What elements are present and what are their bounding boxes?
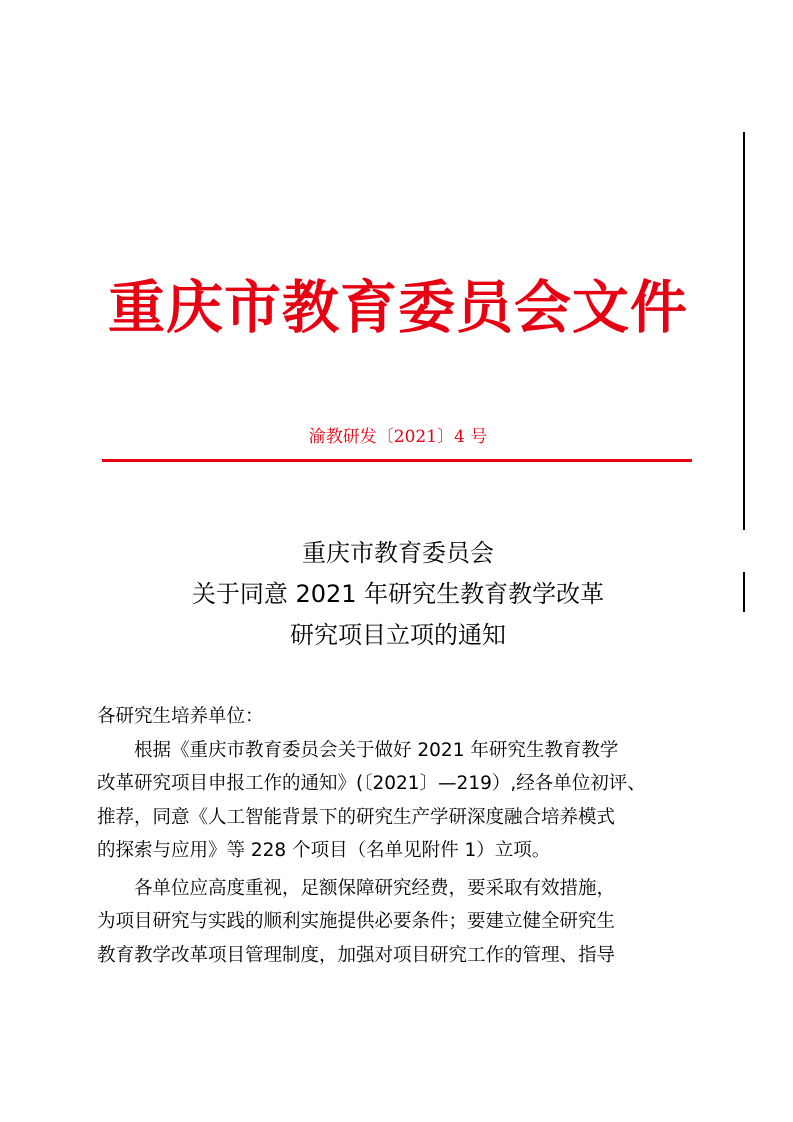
paragraph-1-line-1: 根据《重庆市教育委员会关于做好 2021 年研究生教育教学 <box>134 739 619 761</box>
paragraph-1 <box>97 734 701 868</box>
paragraph-2 <box>97 872 701 973</box>
red-separator-rule <box>102 459 692 462</box>
document-body <box>97 700 701 972</box>
paragraph-1-line-4: 的探索与应用》等 228 个项目（名单见附件 1）立项。 <box>97 840 551 861</box>
binding-margin-line-top <box>743 132 745 530</box>
paragraph-2-line-1: 各单位应高度重视，足额保障研究经费，要采取有效措施， <box>134 877 616 899</box>
paragraph-1-line-2: 改革研究项目申报工作的通知》(〔2021〕—219）,经各单位初评、 <box>97 773 646 794</box>
paragraph-2-line-2: 为项目研究与实践的顺利实施提供必要条件；要建立健全研究生 <box>97 911 616 932</box>
title-line-1: 重庆市教育委员会 <box>302 539 494 567</box>
paragraph-1-line-3: 推荐，同意《人工智能背景下的研究生产学研深度融合培养模式 <box>97 806 616 828</box>
salutation: 各研究生培养单位： <box>97 706 264 727</box>
document-number: 渝教研发〔2021〕4 号 <box>308 427 488 447</box>
document-title <box>100 533 696 656</box>
paragraph-2-line-3: 教育教学改革项目管理制度，加强对项目研究工作的管理、指导 <box>97 944 616 966</box>
title-line-2: 关于同意 2021 年研究生教育教学改革 <box>191 580 605 608</box>
document-masthead: 重庆市教育委员会文件 <box>108 275 688 341</box>
binding-margin-line-bottom <box>743 572 745 612</box>
title-line-3: 研究项目立项的通知 <box>290 621 506 649</box>
